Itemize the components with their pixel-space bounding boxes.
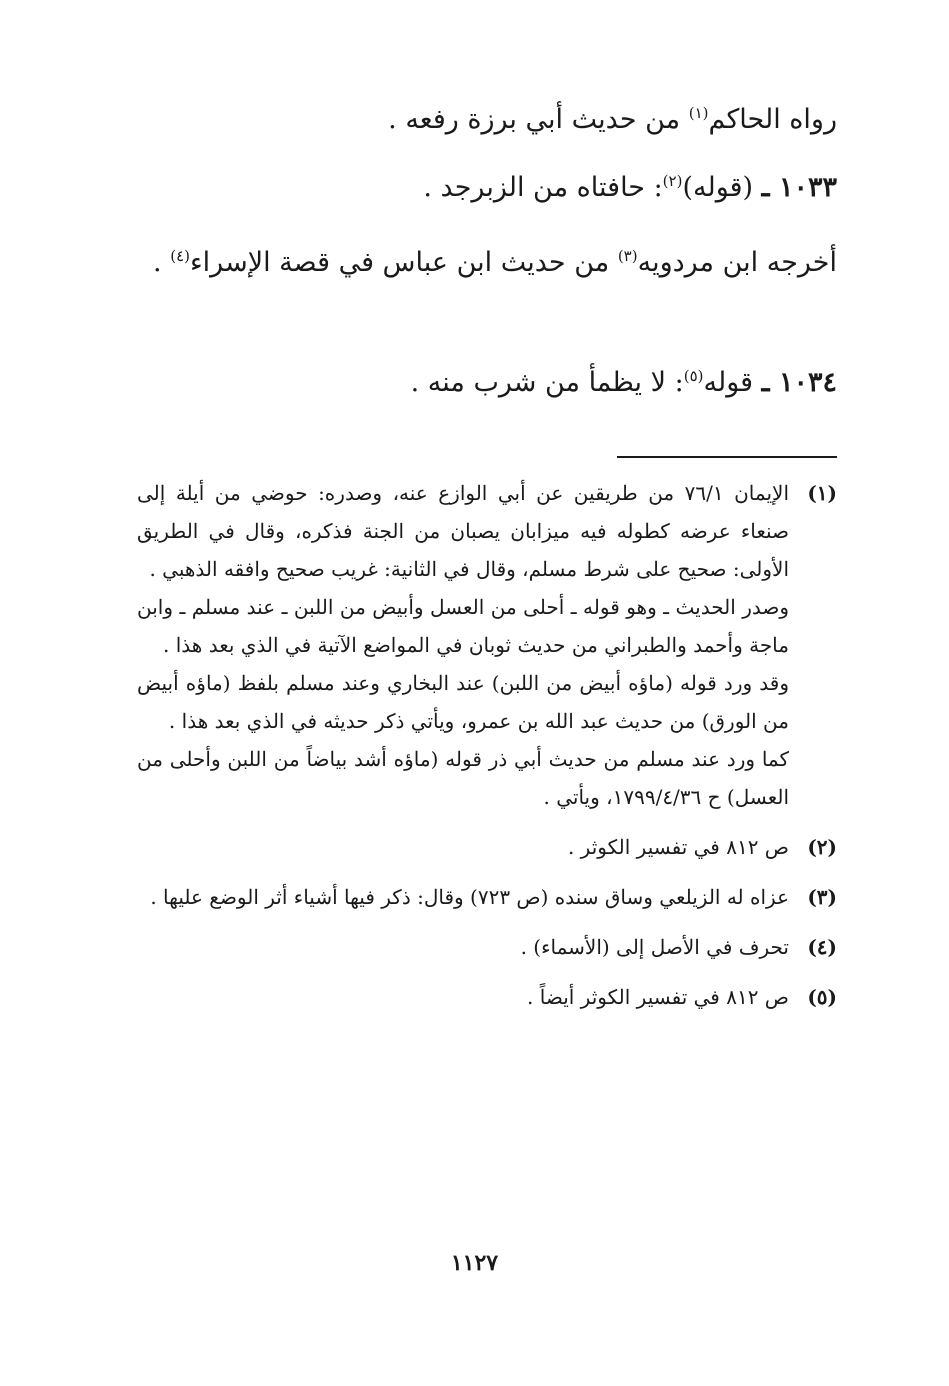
mardawayh-paragraph [137, 238, 837, 288]
footnote-marker: (٥) [807, 985, 837, 1009]
footnotes [137, 474, 837, 1016]
footnote-paragraph: وقد ورد قوله (ماؤه أبيض من اللبن) عند البخاري وعند مسلم بلفظ (ماؤه أبيض من الورق) من حديث عبد الله بن عمرو، ويأتي ذكر حديثه في الذي بعد هذا . [137, 671, 789, 733]
text-segment: من حديث أبي برزة رفعه . [388, 104, 689, 135]
text-segment: . [153, 247, 171, 278]
text-segment: قوله [703, 367, 762, 398]
text-segment: : لا يظمأ من شرب منه . [410, 367, 684, 398]
text-segment: أخرجه ابن مردويه [637, 247, 837, 278]
footnote-ref: (٤) [170, 247, 190, 265]
footnote-divider [617, 456, 837, 458]
entry-1033 [137, 163, 837, 213]
footnote-marker: (٣) [807, 885, 837, 909]
footnote-ref: (١) [688, 104, 709, 122]
footnote-paragraph: ص ٨١٢ في تفسير الكوثر أيضاً . [527, 985, 789, 1009]
footnote-paragraph: تحرف في الأصل إلى (الأسماء) . [520, 935, 789, 959]
footnote-marker: (١) [807, 481, 837, 505]
entry-number: ١٠٣٤ ـ [761, 367, 837, 398]
text-segment: (قوله) [682, 172, 762, 203]
footnote-paragraph: عزاه له الزيلعي وساق سنده (ص ٧٢٣) وقال: ذكر فيها أشياء أثر الوضع عليها . [150, 885, 789, 909]
hakim-line [137, 95, 837, 145]
footnote-2 [137, 828, 837, 866]
footnote-marker: (٤) [807, 935, 837, 959]
footnote-ref: (٣) [617, 247, 638, 265]
footnote-paragraph: وصدر الحديث ـ وهو قوله ـ أحلى من العسل وأبيض من اللبن ـ عند مسلم ـ وابن ماجة وأحمد والطبراني من حديث ثوبان في المواضع الآتية في الذي بعد هذا . [137, 595, 789, 657]
text-segment: من حديث ابن عباس في قصة الإسراء [189, 247, 618, 278]
footnote-4 [137, 928, 837, 966]
footnote-paragraph: الإيمان ٧٦/١ من طريقين عن أبي الوازع عنه، وصدره: حوضي من أيلة إلى صنعاء عرضه كطوله فيه ميزابان يصبان من الجنة فذكره، وقال في الطريق الأولى: صحيح على شرط مسلم، وقال في الثانية: غريب صحيح وافقه الذهبي . [137, 481, 789, 581]
text-segment: : حافتاه من الزبرجد . [423, 172, 663, 203]
page-number: ١١٢٧ [450, 1250, 499, 1276]
main-text [137, 95, 837, 145]
footnote-paragraph: ص ٨١٢ في تفسير الكوثر . [567, 835, 789, 859]
footnote-3 [137, 878, 837, 916]
footnote-marker: (٢) [807, 835, 837, 859]
entry-1034 [137, 358, 837, 408]
footnote-paragraph: كما ورد عند مسلم من حديث أبي ذر قوله (ماؤه أشد بياضاً من اللبن وأحلى من العسل) ح ١٧٩٩/٤/٣٦، ويأتي . [137, 747, 789, 809]
text-segment: رواه الحاكم [708, 104, 837, 135]
footnote-5 [137, 978, 837, 1016]
footnote-ref: (٥) [683, 367, 704, 385]
entry-number: ١٠٣٣ ـ [761, 172, 837, 203]
footnote-ref: (٢) [662, 172, 683, 190]
footnote-1 [137, 474, 837, 816]
